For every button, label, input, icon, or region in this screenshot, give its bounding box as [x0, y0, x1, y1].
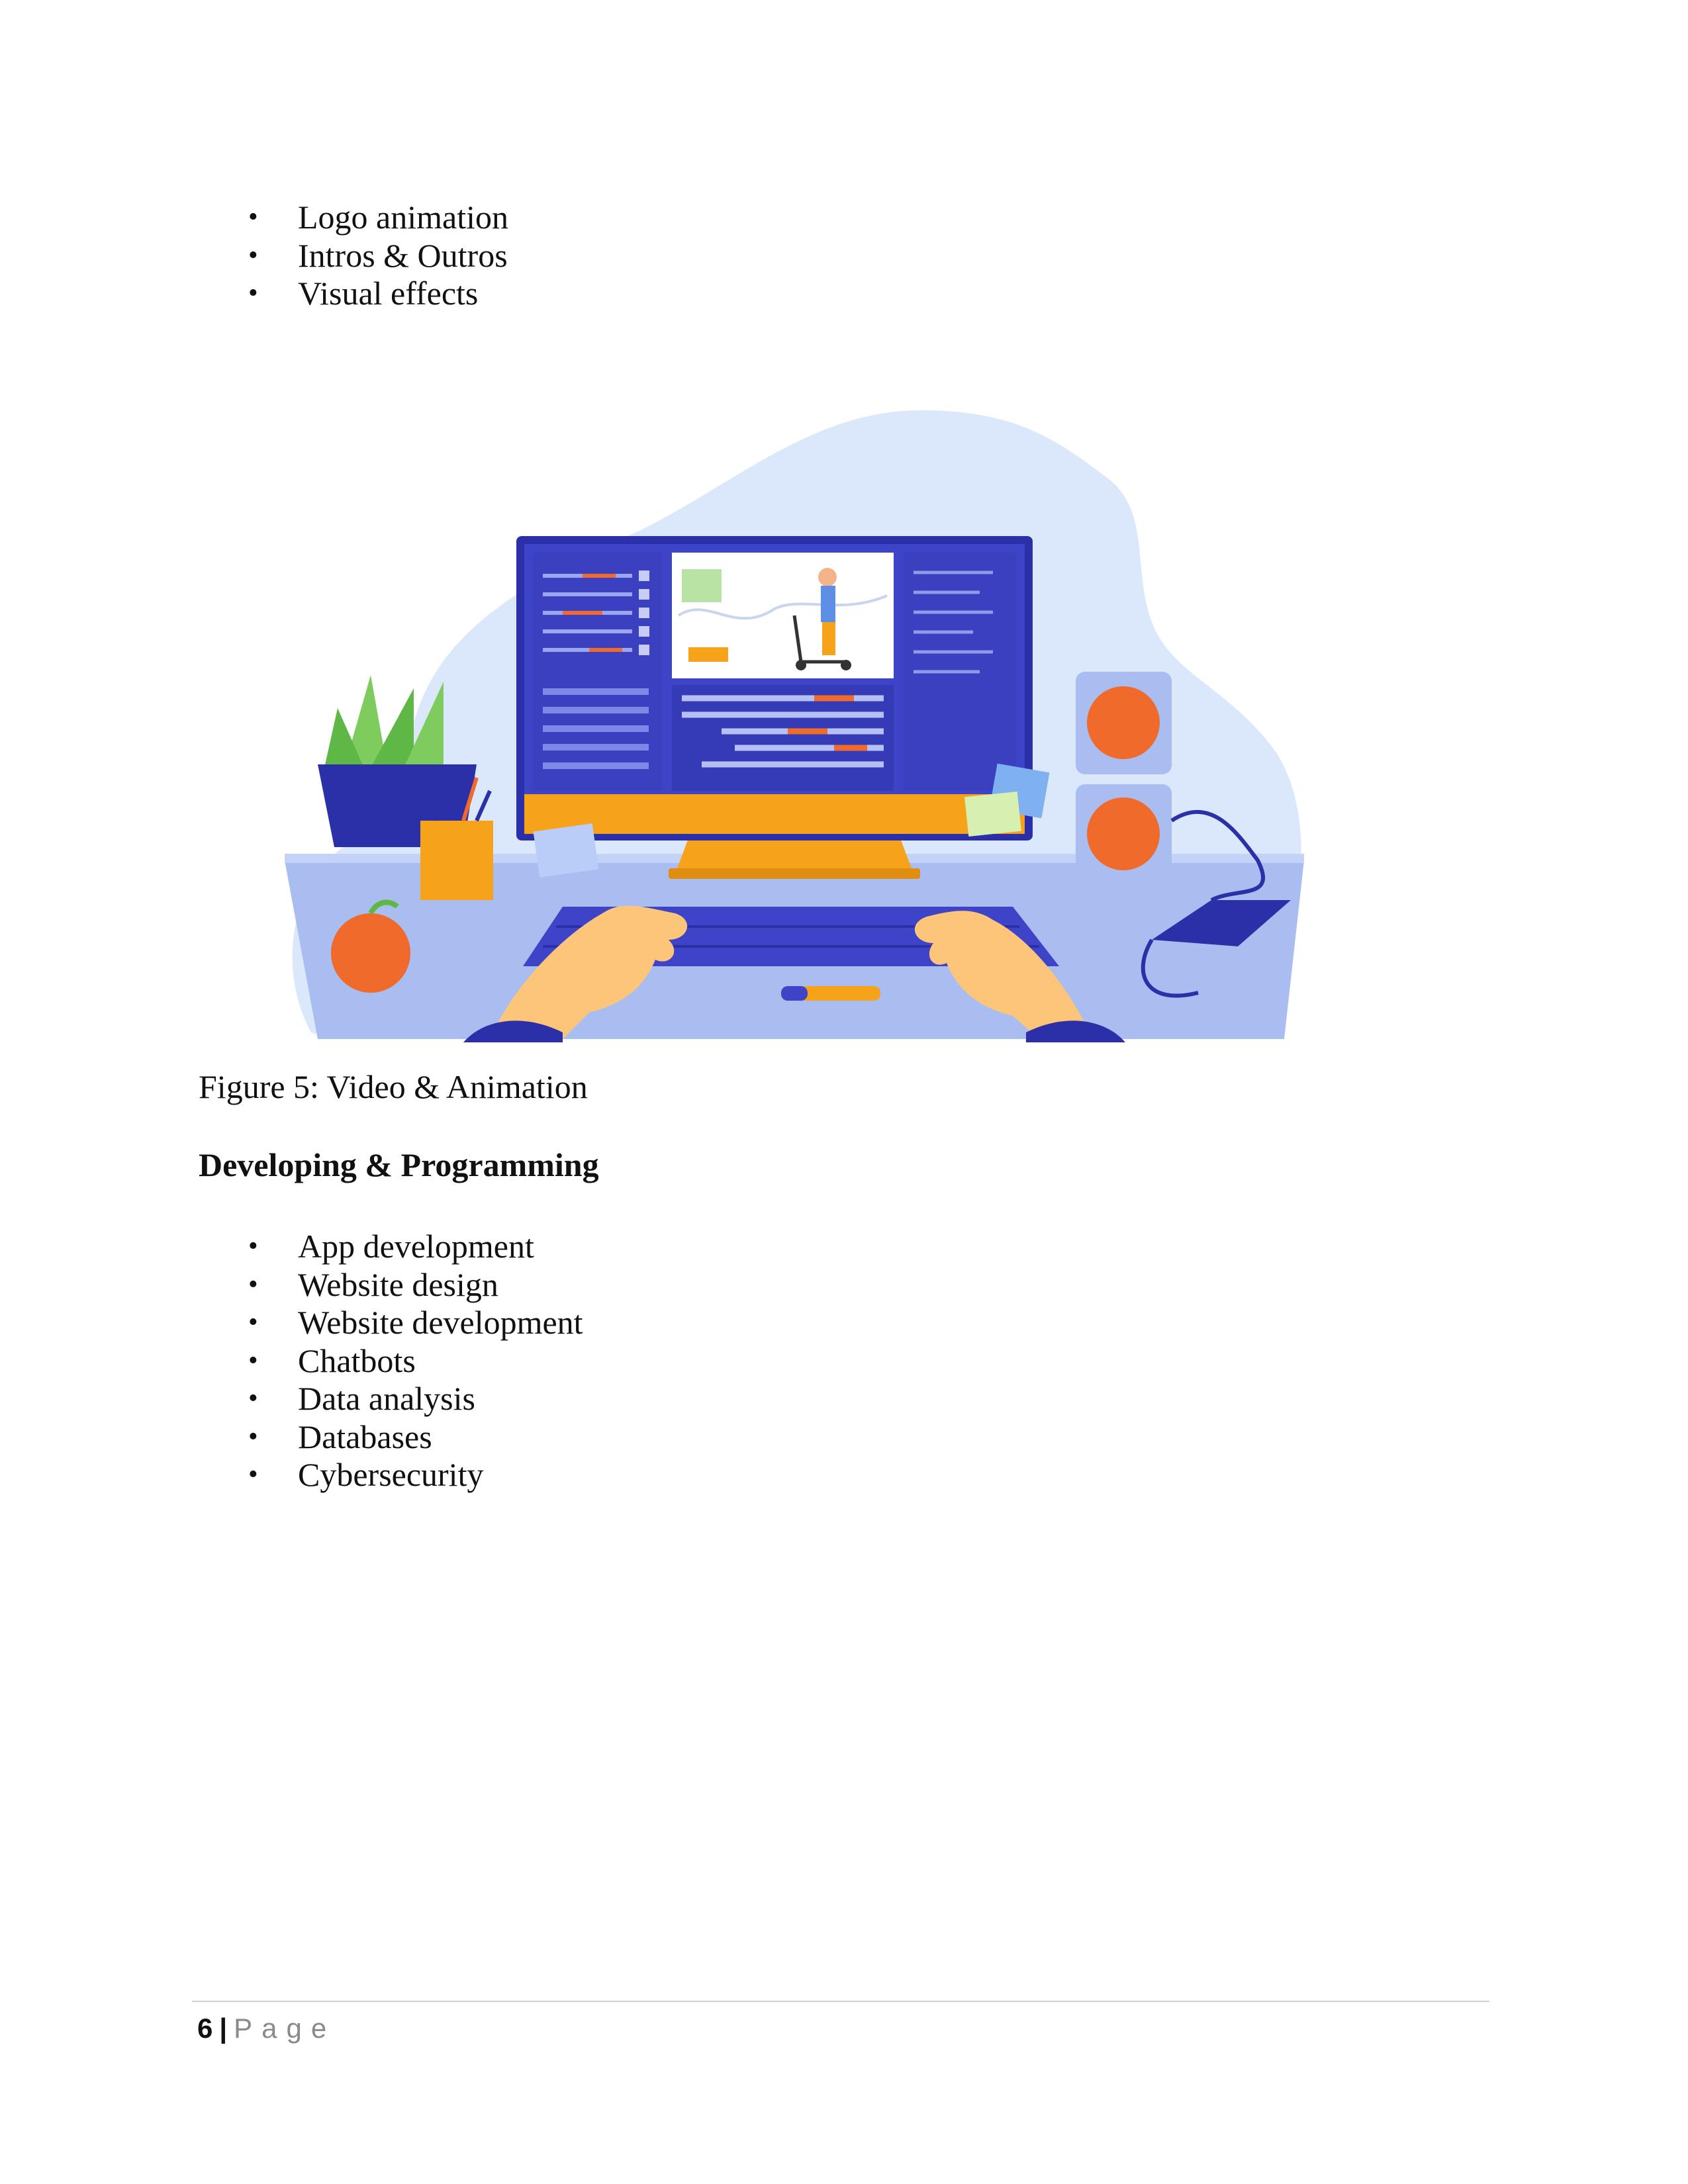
video-animation-illustration — [271, 397, 1317, 1042]
list-item: • Visual effects — [235, 275, 508, 313]
list-item: • Intros & Outros — [235, 237, 508, 275]
list-item: • App development — [235, 1228, 583, 1266]
pencil-cup — [420, 821, 493, 900]
section-heading: Developing & Programming — [199, 1146, 599, 1183]
list-item: • Data analysis — [235, 1380, 583, 1418]
list-item: • Cybersecurity — [235, 1456, 583, 1494]
list-item: • Databases — [235, 1418, 583, 1457]
page-number: 6 — [197, 2013, 213, 2044]
list-item: • Chatbots — [235, 1342, 583, 1381]
footer-separator: | — [219, 2013, 228, 2044]
figure-caption: Figure 5: Video & Animation — [199, 1068, 588, 1105]
list-item: • Website design — [235, 1266, 583, 1304]
apple — [331, 913, 410, 993]
programming-services-list — [235, 1228, 583, 1494]
footer-divider — [192, 2001, 1489, 2002]
list-item: • Website development — [235, 1304, 583, 1342]
page-label: Page — [234, 2013, 336, 2044]
list-item: • Logo animation — [235, 199, 508, 237]
animation-services-list — [235, 199, 508, 313]
page-footer — [197, 2009, 336, 2048]
